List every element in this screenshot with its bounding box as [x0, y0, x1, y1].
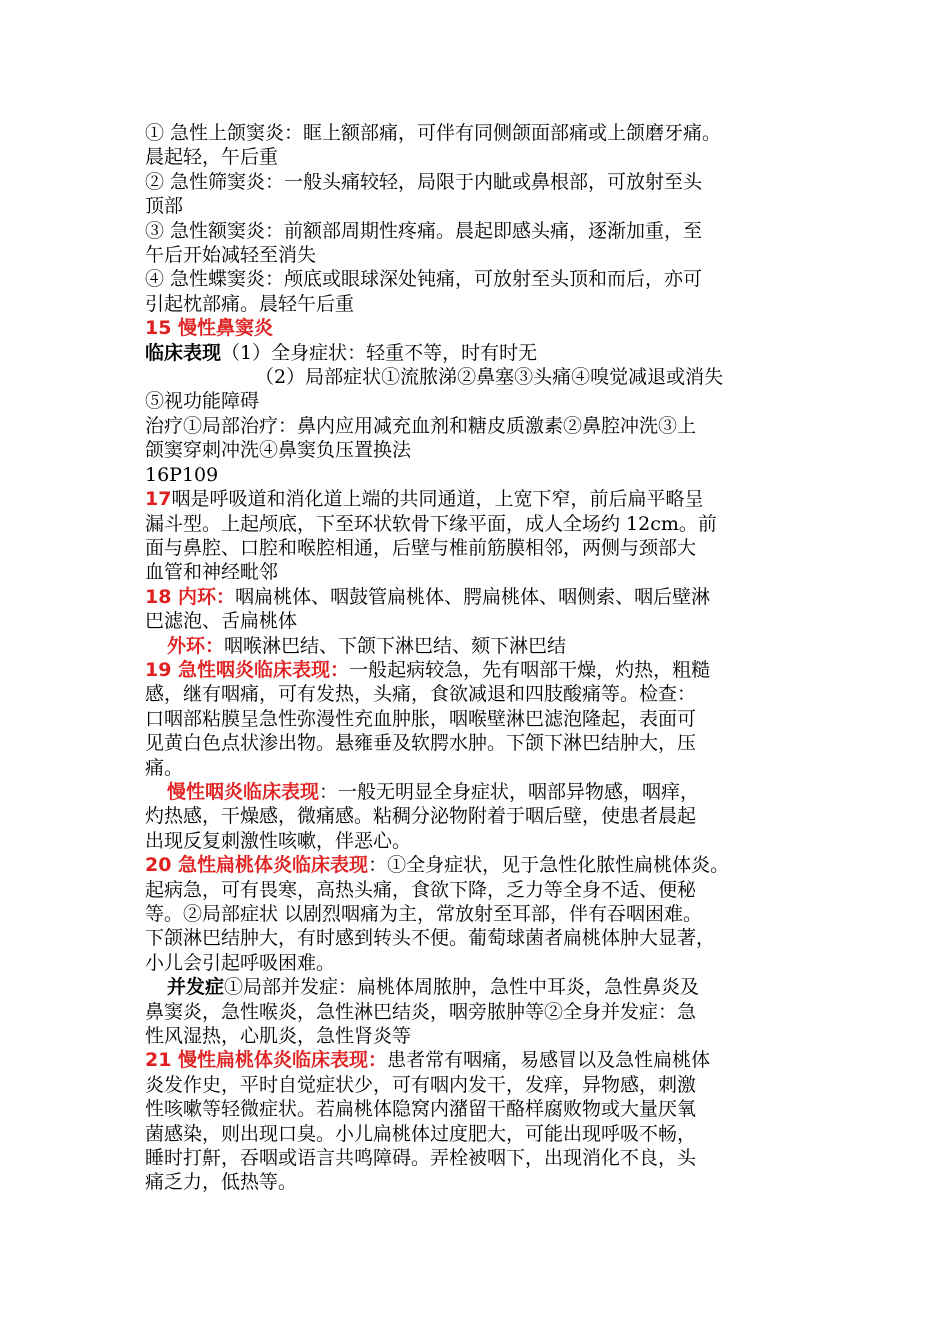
- inner-ring-text-1: 咽扁桃体、咽鼓管扁桃体、腭扁桃体、咽侧索、咽后壁淋: [235, 585, 711, 608]
- sphenoid-sinusitis-line-2: 引起枕部痛。晨轻午后重: [145, 292, 355, 315]
- section-18-outer-line: [145, 634, 825, 658]
- complication-label: 并发症: [167, 976, 225, 999]
- clinical-systemic: （1）全身症状：轻重不等，时有时无: [221, 341, 538, 364]
- clinical-label: 临床表现: [145, 341, 222, 364]
- section-19-acute-line-4: 见黄白色点状渗出物。悬雍垂及软腭水肿。下颌下淋巴结肿大，压: [145, 732, 697, 755]
- section-17-number: 17: [145, 488, 172, 511]
- section-21-line-5: 睡时打鼾，吞咽或语言共鸣障碍。弄栓被咽下，出现消化不良，头: [145, 1147, 697, 1170]
- acute-tonsillitis-label: 20 急性扁桃体炎临床表现: [145, 854, 369, 877]
- ethmoid-sinusitis-line-1: ② 急性筛窦炎：一般头痛较轻，局限于内眦或鼻根部，可放射至头: [145, 170, 703, 193]
- section-21-line-2: 炎发作史，平时自觉症状少，可有咽内发干，发痒，异物感，刺激: [145, 1073, 697, 1096]
- section-20-complication-line-2: 鼻窦炎，急性喉炎，急性淋巴结炎，咽旁脓肿等②全身并发症：急: [145, 1000, 697, 1023]
- document-page: [145, 121, 825, 1195]
- section-20-line-4: 下颌淋巴结肿大，有时感到转头不便。葡萄球菌者扁桃体肿大显著，: [145, 927, 716, 950]
- section-15-clinical-line-1: [145, 341, 825, 365]
- section-18-inner-line-1: [145, 585, 825, 609]
- section-19-acute-line-5: 痛。: [145, 756, 184, 779]
- section-17-text-1: 咽是呼吸道和消化道上端的共同通道，上宽下窄，前后扁平略呈: [171, 488, 704, 511]
- section-19-acute-line-2: 感，继有咽痛，可有发热，头痛，食欲减退和四肢酸痛等。检查：: [145, 683, 697, 706]
- section-20-line-2: 起病急，可有畏寒，高热头痛，食欲下降，乏力等全身不适、便秘: [145, 878, 697, 901]
- sphenoid-sinusitis-line-1: ④ 急性蝶窦炎：颅底或眼球深处钝痛，可放射至头顶和而后，亦可: [145, 268, 703, 291]
- acute-pharyngitis-label: 19 急性咽炎临床表现：: [145, 658, 350, 681]
- section-19-acute-line-3: 口咽部粘膜呈急性弥漫性充血肿胀，咽喉壁淋巴滤泡隆起，表面可: [145, 707, 697, 730]
- section-16-reference: 16P109: [145, 463, 219, 486]
- outer-ring-text: 咽喉淋巴结、下颌下淋巴结、颏下淋巴结: [224, 634, 567, 657]
- section-15-treatment-line-2: 颌窦穿刺冲洗④鼻窦负压置换法: [145, 439, 412, 462]
- section-20-line-3: 等。②局部症状 以剧烈咽痛为主，常放射至耳部，伴有吞咽困难。: [145, 903, 703, 925]
- chronic-tonsillitis-text-1: 患者常有咽痛，易感冒以及急性扁桃体: [387, 1049, 711, 1072]
- section-21-line-1: [145, 1048, 825, 1072]
- section-20-complication-line-3: 性风湿热，心肌炎，急性肾炎等: [145, 1025, 412, 1048]
- section-17-line-4: 血管和神经毗邻: [145, 561, 279, 584]
- maxillary-sinusitis-line-2: 晨起轻，午后重: [145, 146, 279, 169]
- complication-text-1: ①局部并发症：扁桃体周脓肿，急性中耳炎，急性鼻炎及: [224, 976, 700, 999]
- section-17-line-3: 面与鼻腔、口腔和喉腔相通，后壁与椎前筋膜相邻，两侧与颈部大: [145, 536, 697, 559]
- ethmoid-sinusitis-line-2: 顶部: [145, 195, 184, 218]
- section-21-line-4: 菌感染，则出现口臭。小儿扁桃体过度肥大，可能出现呼吸不畅，: [145, 1122, 697, 1145]
- section-15-clinical-line-3: ⑤视功能障碍: [145, 390, 260, 413]
- section-18-inner-line-2: 巴滤泡、舌扁桃体: [145, 610, 298, 633]
- section-20-complication-line-1: [145, 975, 825, 999]
- section-21-line-6: 痛乏力，低热等。: [145, 1171, 298, 1194]
- section-19-chronic-line-1: [145, 780, 825, 804]
- section-17-line-1: [145, 487, 825, 511]
- section-21-line-3: 性咳嗽等轻微症状。若扁桃体隐窝内潴留干酪样腐败物或大量厌氧: [145, 1098, 697, 1121]
- chronic-pharyngitis-text-1: ：一般无明显全身症状，咽部异物感，咽痒，: [319, 780, 700, 803]
- section-20-line-5: 小儿会引起呼吸困难。: [145, 951, 336, 974]
- frontal-sinusitis-line-1: ③ 急性额窦炎：前额部周期性疼痛。晨起即感头痛，逐渐加重，至: [145, 219, 703, 242]
- section-15-clinical-line-2: （2）局部症状①流脓涕②鼻塞③头痛④嗅觉减退或消失: [255, 366, 724, 389]
- inner-ring-label: 18 内环：: [145, 585, 236, 608]
- section-19-acute-line-1: [145, 658, 825, 682]
- acute-pharyngitis-text-1: 一般起病较急，先有咽部干燥，灼热，粗糙: [349, 658, 711, 681]
- section-19-chronic-line-2: 灼热感，干燥感，微痛感。粘稠分泌物附着于咽后壁，使患者晨起: [145, 805, 697, 828]
- section-15-treatment-line-1: 治疗①局部治疗：鼻内应用减充血剂和糖皮质激素②鼻腔冲洗③上: [145, 414, 697, 437]
- acute-tonsillitis-text-1: ：①全身症状，见于急性化脓性扁桃体炎。: [368, 854, 730, 877]
- outer-ring-label: 外环：: [167, 634, 225, 657]
- frontal-sinusitis-line-2: 午后开始减轻至消失: [145, 244, 317, 267]
- section-20-line-1: [145, 853, 825, 877]
- chronic-tonsillitis-label: 21 慢性扁桃体炎临床表现：: [145, 1049, 388, 1072]
- section-15-heading: 15 慢性鼻窦炎: [145, 317, 274, 340]
- chronic-pharyngitis-label: 慢性咽炎临床表现: [167, 780, 320, 803]
- maxillary-sinusitis-line-1: ① 急性上颌窦炎：眶上额部痛，可伴有同侧颌面部痛或上颌磨牙痛。: [145, 122, 722, 144]
- section-19-chronic-line-3: 出现反复刺激性咳嗽，伴恶心。: [145, 829, 412, 852]
- section-17-line-2: 漏斗型。上起颅底，下至环状软骨下缘平面，成人全场约 12cm。前: [145, 512, 717, 535]
